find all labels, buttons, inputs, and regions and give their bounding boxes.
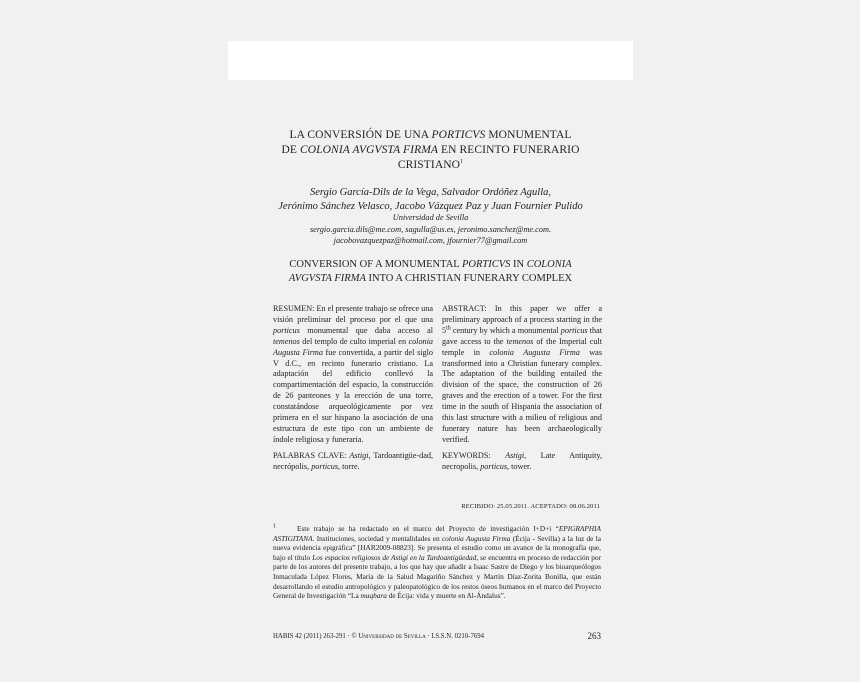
keywords: KEYWORDS: Astigi, Late Antiquity, necropolis, porticus, tower. [442,450,602,471]
abstract-column [442,304,602,478]
title-text: EN RECINTO FUNERARIO [438,144,580,156]
palabras-clave: PALABRAS CLAVE: Astigi, Tardoantigüe-dad, necrópolis, porticus, torre. [273,450,433,471]
title-text: IN [510,259,527,270]
page-footer: HABIS 42 (2011) 263-291 · © Universidad de Sevilla · I.S.S.N. 0210-7694 [273,633,485,640]
affiliation [228,212,633,247]
spanish-title [228,128,633,173]
page-number: 263 [587,631,601,641]
footnote-ref: 1 [460,159,464,166]
title-italic: COLONIA AVGVSTA FIRMA [299,144,439,156]
title-text: DE [281,144,300,156]
authors-line: Jerónimo Sánchez Velasco, Jacobo Vázquez Paz y Juan Fournier Pulido [278,201,583,212]
english-title [228,258,633,286]
abstract-paragraph: ABSTRACT: In this paper we offer a preliminary approach of a process starting in the 5th century by which a monumental porticus that gave access to the temenos of the Imperial cult temple in colonia Augusta Firma was transformed into a Christian funerary complex. The adaptation of the building entailed the division of the space, the construction of 26 graves and the erection of a tower. For the first time in the south of Hispania the association of this last structure with a milieu of religious and funerary nature has been archaeologically verified. [442,304,603,444]
emails-line: jacobovazquezpaz@hotmail.com, jfournier77@gmail.com [333,236,528,245]
footnote-mark: 1 [273,523,276,530]
top-white-band [228,41,633,80]
title-text: LA CONVERSIÓN DE UNA [289,129,432,141]
resumen-paragraph: RESUMEN: En el presente trabajo se ofrece una visión preliminar del proceso por el que una porticus monumental que daba acceso al temenos del templo de culto imperial en colonia Augusta Firma fue convertida, a partir del siglo V d.C., en recinto funerario cristiano. La adaptación del edificio conllevó la compartimentación del espacio, la construcción de 26 panteones y la erección de una torre, constatándose arqueológicamente por vez primera en el sur hispano la asociación de una estructura de este tipo con un ambiente de índole religiosa y funeraria. [273,304,433,444]
authors-line: Sergio García-Dils de la Vega, Salvador Ordóñez Agulla, [310,187,551,198]
title-text: CRISTIANO [397,159,461,171]
title-text: INTO A CHRISTIAN FUNERARY COMPLEX [365,273,573,284]
title-italic: AVGVSTA FIRMA [288,273,366,284]
title-text: CONVERSION OF A MONUMENTAL [289,259,462,270]
title-italic: COLONIA [526,259,572,270]
authors [228,186,633,214]
footnote: $^1$ Este trabajo se ha redactado en el marco del Proyecto de investigación I+D+i “EPIGRAPHIA ASTIGITANA. Instituciones, sociedad y mentalidades en colonia Augusta Firma (Écija - Sevilla) a la luz de la nueva evidencia epigráfica” [HAR2009-08823]. Se presenta el estudio como un avance de la monografía que, bajo el título Los espacios religiosos de Astigi en la Tardoantigüedad, se encuentra en proceso de redacción por parte de los autores del presente trabajo, a los que hay que añadir a Isaac Sastre de Diego y los bioarqueólogos Inmaculada López Flores, María de la Salud Magariño Sánchez y Martín Díaz-Zorita Bonilla, que están desarrollando el estudio antropológico y paleopatológico de los restos óseos humanos en el marco del Proyecto General de Investigación “La maqbara de Écija: vida y muerte en Al-Ándalus”. [273,523,601,601]
received-dates: RECIBIDO: 25.05.2011. ACEPTADO: 08.06.2011 [461,503,600,510]
resumen-column [273,304,433,478]
title-text: MONUMENTAL [485,129,572,141]
emails-line: sergio.garcia.dils@me.com, sagulla@us.es, jeronimo.sanchez@me.com. [309,224,552,234]
title-italic: PORTICVS [461,259,511,270]
title-italic: PORTICVS [431,129,486,141]
university: Universidad de Sevilla [392,213,469,222]
paper-page [228,80,633,660]
